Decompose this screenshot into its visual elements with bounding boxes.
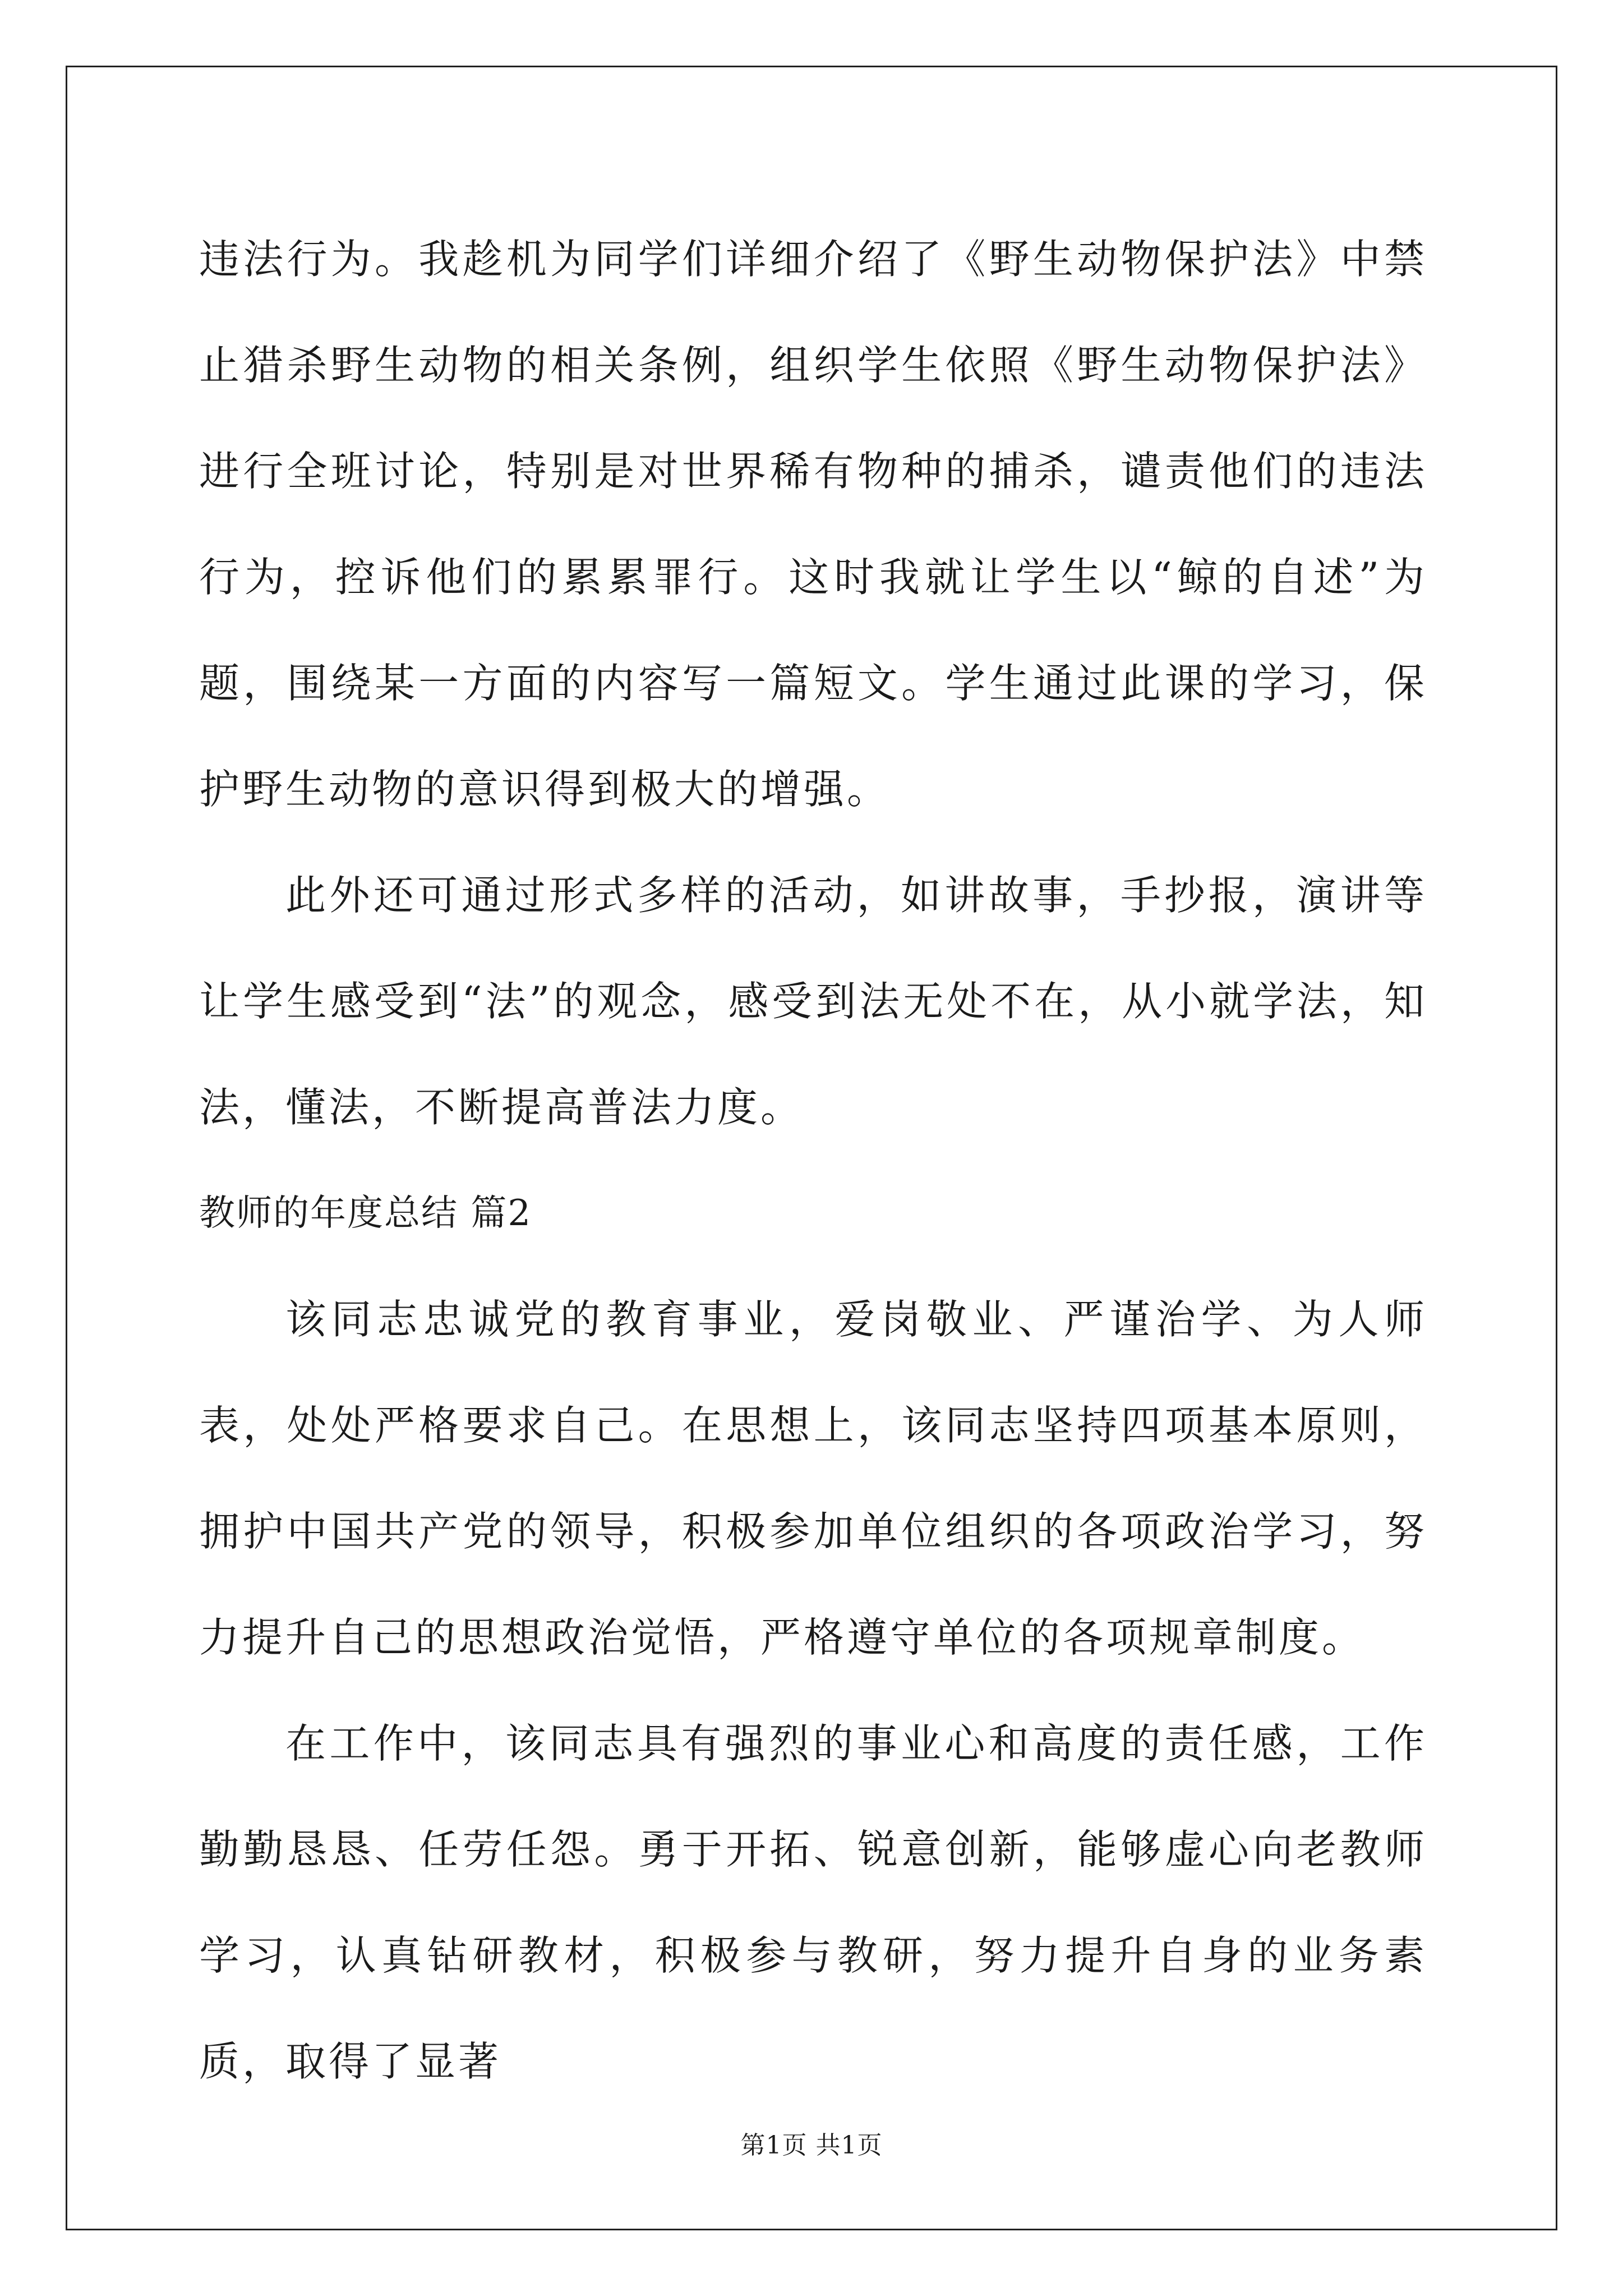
paragraph-activities: 此外还可通过形式多样的活动，如讲故事，手抄报，演讲等让学生感受到“法”的观念，感受到法无处不在，从小就学法，知法，懂法，不断提高普法力度。 xyxy=(199,872,1427,1131)
section-heading: 教师的年度总结 篇2 xyxy=(199,1193,532,1234)
paragraph-work: 在工作中，该同志具有强烈的事业心和高度的责任感，工作勤勤恳恳、任劳任怨。勇于开拓、锐意创新，能够虚心向老教师学习，认真钻研教材，积极参与教研，努力提升自身的业务素质，取得了显著 xyxy=(199,1720,1427,2085)
paragraph-continuation: 违法行为。我趁机为同学们详细介绍了《野生动物保护法》中禁止猎杀野生动物的相关条例，组织学生依照《野生动物保护法》进行全班讨论，特别是对世界稀有物种的捕杀，谴责他们的违法行为，控诉他们的累累罪行。这时我就让学生以“鲸的自述”为题，围绕某一方面的内容写一篇短文。学生通过此课的学习，保护野生动物的意识得到极大的增强。 xyxy=(199,236,1427,813)
paragraph-loyalty: 该同志忠诚党的教育事业，爱岗敬业、严谨治学、为人师表，处处严格要求自己。在思想上，该同志坚持四项基本原则，拥护中国共产党的领导，积极参加单位组织的各项政治学习，努力提升自己的思想政治觉悟，严格遵守单位的各项规章制度。 xyxy=(199,1296,1427,1661)
page-footer: 第1页 共1页 xyxy=(740,2131,883,2160)
document-body xyxy=(199,206,1427,2115)
